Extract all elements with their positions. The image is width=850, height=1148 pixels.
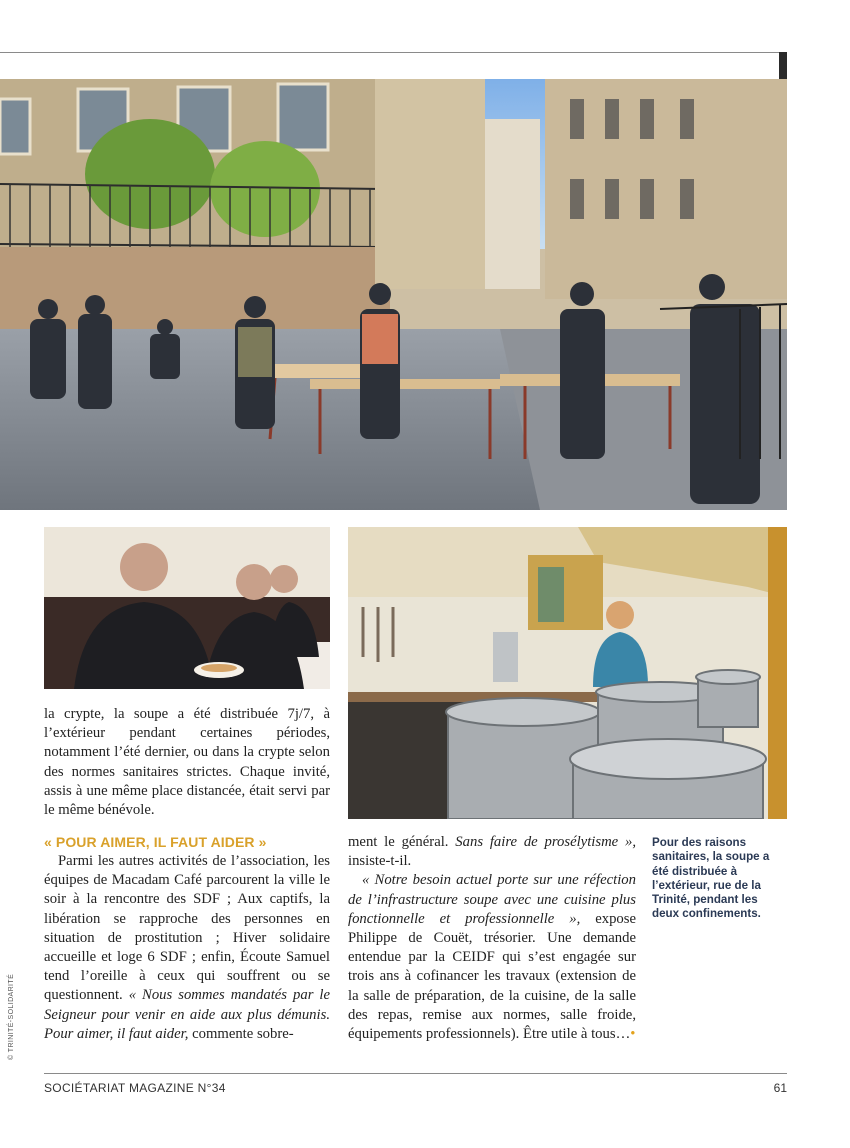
column1-top-paragraph (44, 705, 330, 820)
section-heading: « POUR AIMER, IL FAUT AIDER » (44, 834, 267, 850)
body-paragraph (348, 833, 636, 871)
body-paragraph (348, 871, 636, 1044)
photo-credit: © TRINITÉ-SOLIDARITÉ (8, 973, 15, 1060)
magazine-title: SOCIÉTARIAT MAGAZINE N°34 (44, 1081, 226, 1095)
body-paragraph (44, 852, 330, 1044)
street-soup-distribution-photo (0, 79, 787, 510)
quote-text: « Nous sommes mandatés par le Seigneur pour venir en aide aux plus démunis. Pour aimer, il faut aider, (44, 987, 330, 1042)
body-text: ment le général. (348, 834, 456, 850)
end-bullet: • (630, 1026, 636, 1043)
body-text: commente sobre- (188, 1025, 294, 1042)
footer-rule (44, 1073, 787, 1074)
body-text: Parmi les autres activités de l’association, les équipes de Macadam Café parcourent la ville le soir à la rencontre des SDF ; Aux captifs, la libération se rapproche des personnes en situation de prostitution ; Hiver solidaire accueille et loge 6 SDF ; enfin, Écoute Samuel tend l’oreille à ceux qui souffrent ou se questionnent. (44, 853, 330, 1004)
page-number: 61 (773, 1081, 787, 1095)
column1-section (44, 833, 330, 1044)
top-tab-marker (779, 52, 787, 79)
body-text: insiste-t-il. (348, 853, 412, 870)
column2-text (348, 833, 636, 1044)
quote-text: « Notre besoin actuel porte sur une réfection de l’infrastructure soupe avec une cuisine plus fonctionnelle et professionnelle », (348, 872, 636, 927)
elderly-men-eating-soup-photo (44, 527, 330, 689)
quote-text: Sans faire de prosélytisme », (455, 834, 637, 850)
body-paragraph: la crypte, la soupe a été distribuée 7j/7, à l’extérieur pendant certaines périodes, notamment l’été dernier, ou dans la crypte selon des normes sanitaires strictes. Chaque invité, assis à une même place distancée, était servi par le même bénévole. (44, 706, 330, 819)
photo-caption: Pour des raisons sanitaires, la soupe a été distribuée à l’extérieur, rue de la Trinité, pendant les deux confinements. (652, 836, 770, 921)
top-rule (0, 52, 787, 53)
volunteer-kitchen-pots-photo (348, 527, 787, 819)
body-text: expose Philippe de Couët, trésorier. Une demande entendue par la CEIDF qui s’est engagée sur trois ans à cofinancer les travaux (extension de la salle de préparation, de la cuisine, de la salle des repas, remise aux normes, salle froide, équipements professionnels). Être utile à tous… (348, 910, 636, 1043)
